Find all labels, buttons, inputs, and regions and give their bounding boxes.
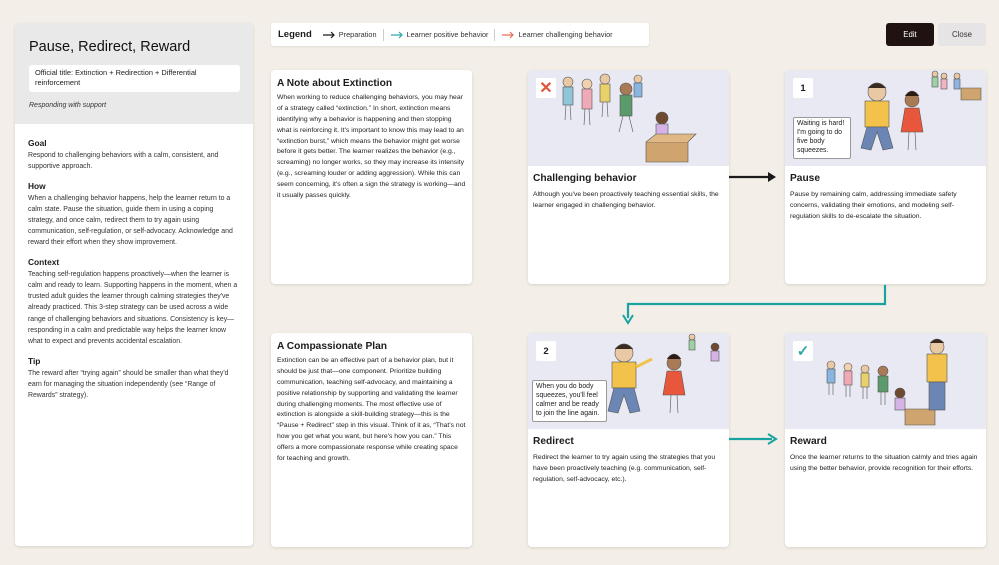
note-title: A Note about Extinction bbox=[277, 78, 393, 89]
step-text: Pause by remaining calm, addressing immediate safety concerns, validating their emotions, and modeling self-regulation skills to de-escalate the situation. bbox=[790, 191, 957, 220]
step-text: Redirect the learner to try again using the strategies that you have been proactively teaching (e.g. communication, self-regulation, self-advocacy, etc.). bbox=[533, 454, 716, 483]
step-card-reward[interactable] bbox=[785, 333, 986, 547]
section-text: The reward after “trying again” should be smaller than what they'd earn for managing the situation independently (see “Range of Rewards” strategy). bbox=[28, 369, 229, 399]
black-arrow-icon bbox=[322, 31, 336, 39]
tip-section bbox=[28, 356, 241, 401]
step-number-badge: 2 bbox=[536, 341, 556, 361]
close-button[interactable]: Close bbox=[938, 23, 986, 46]
legend-title: Legend bbox=[278, 29, 312, 40]
step-card-body bbox=[528, 429, 729, 492]
legend-divider bbox=[494, 29, 495, 41]
step-card-challenging-behavior[interactable] bbox=[528, 70, 729, 284]
note-card-compassionate-plan bbox=[271, 333, 472, 547]
note-title: A Compassionate Plan bbox=[277, 341, 388, 352]
positive-arrow bbox=[729, 434, 776, 444]
legend-label: Learner positive behavior bbox=[406, 30, 489, 39]
section-heading: Tip bbox=[28, 355, 41, 366]
how-section bbox=[28, 181, 241, 248]
step-number-badge: 1 bbox=[793, 78, 813, 98]
preparation-arrow bbox=[729, 172, 776, 182]
strategy-summary-panel bbox=[15, 23, 253, 546]
section-text: Teaching self-regulation happens proactively—when the learner is calm and ready to learn. Supporting happens in the moment, when a trusted adult guides the learner through calming strategies they've already practiced. This 3-step strategy can be used across a wide range of challenging behaviors and situations. Consistency is key—responding in a calm and predictable way helps the learner know what to expect and prevents accidental escalation. bbox=[28, 271, 238, 345]
step-text: Although you've been proactively teaching essential skills, the learner engaged in challenging behavior. bbox=[533, 191, 719, 209]
illustration-group-children bbox=[528, 70, 729, 166]
section-heading: How bbox=[28, 181, 46, 192]
reward-illustration bbox=[785, 333, 986, 429]
goal-section bbox=[28, 138, 241, 172]
legend-label: Learner challenging behavior bbox=[518, 30, 613, 39]
illustration-line-of-children bbox=[785, 333, 986, 429]
step-card-body bbox=[785, 429, 986, 481]
official-title: Official title: Extinction + Redirection + Differential reinforcement bbox=[29, 65, 240, 92]
step-text: Once the learner returns to the situation calmly and tries again using the better behavior, provide recognition for their efforts. bbox=[790, 454, 978, 472]
section-text: When a challenging behavior happens, help the learner return to a calm state. Pause the situation, guide them in using a coping strategy, and once calm, redirect them to try again using communication, self-regulation, or self-advocacy. Acknowledge and reward their effort when they show improvement. bbox=[28, 195, 233, 247]
note-text: When working to reduce challenging behaviors, you may hear of a strategy called “extinction.” In short, extinction means identifying why a behavior is happening and then stopping what is reinforcing it. It's important to know this may lead to an “extinction burst,” which means the behavior might get worse before it gets better. The learner realizes the behavior (e.g., screaming) no longer works, so they may increase its intensity (e.g., screaming louder or adding aggression). While this can seem concerning, it's often a sign the strategy is working—and it usually passes quickly. bbox=[277, 94, 466, 199]
legend-item-positive bbox=[390, 30, 489, 39]
section-heading: Context bbox=[28, 257, 60, 268]
section-heading: Goal bbox=[28, 138, 47, 148]
legend bbox=[271, 23, 649, 46]
legend-item-challenging bbox=[501, 30, 612, 39]
note-card-extinction bbox=[271, 70, 472, 284]
summary-body bbox=[15, 124, 253, 420]
teal-arrow-icon bbox=[390, 31, 404, 39]
children-illustration bbox=[528, 70, 729, 166]
note-text: Extinction can be an effective part of a behavior plan, but it should be just that—one component. Prioritize building communication, teaching self-advocacy, and maintaining a positive relationship by supporting and validating the learner during challenging moments. The most effective use of extinction is alongside a skill-building strategy—this is the “Pause + Redirect” step in this visual. Think of it as, “That's not how you get what you want, but here's how you can.” This offers a more compassionate response while creating space for teaching and growth. bbox=[277, 357, 466, 462]
step-title: Pause bbox=[790, 173, 821, 184]
step-title: Redirect bbox=[533, 436, 574, 447]
step-card-pause[interactable] bbox=[785, 70, 986, 284]
step-title: Challenging behavior bbox=[533, 173, 637, 184]
step-card-body bbox=[528, 166, 729, 218]
edit-button[interactable]: Edit bbox=[886, 23, 934, 46]
legend-divider bbox=[383, 29, 384, 41]
strategy-title: Pause, Redirect, Reward bbox=[29, 39, 191, 55]
check-mark-icon: ✓ bbox=[793, 341, 813, 361]
speech-bubble: Waiting is hard! I'm going to do five body squeezes. bbox=[793, 117, 851, 159]
speech-bubble: When you do body squeezes, you'll feel calmer and be ready to join the line again. bbox=[532, 380, 607, 422]
step-card-redirect[interactable] bbox=[528, 333, 729, 547]
context-section bbox=[28, 257, 241, 346]
orange-arrow-icon bbox=[501, 31, 515, 39]
step-card-body bbox=[785, 166, 986, 229]
legend-item-preparation bbox=[322, 30, 377, 39]
summary-header bbox=[15, 23, 253, 124]
illustration-adult-pointing bbox=[528, 333, 729, 429]
section-text: Respond to challenging behaviors with a calm, consistent, and supportive approach. bbox=[28, 152, 219, 171]
legend-label: Preparation bbox=[338, 30, 377, 39]
step-title: Reward bbox=[790, 436, 827, 447]
illustration-adult-child bbox=[785, 70, 986, 166]
x-mark-icon: ✕ bbox=[536, 78, 556, 98]
strategy-subtitle: Responding with support bbox=[29, 101, 107, 109]
positive-arrow-loop bbox=[623, 285, 885, 323]
